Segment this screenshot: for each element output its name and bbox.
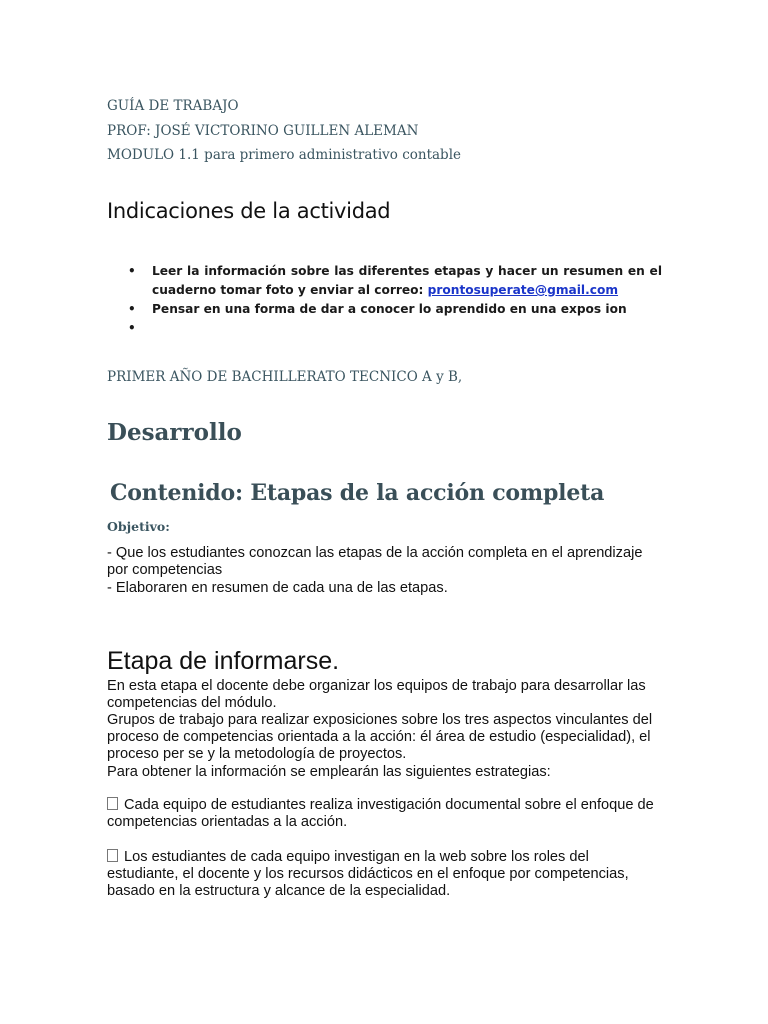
bullet-icon: •	[128, 321, 136, 335]
list-item	[128, 262, 662, 300]
bullet-text: Pensar en una forma de dar a conocer lo aprendido en una expos ion	[152, 302, 627, 316]
bullet-icon: •	[128, 264, 136, 278]
etapa-paragraph-2: Grupos de trabajo para realizar exposiciones sobre los tres aspectos vinculantes del proceso de competencias orientada a la acción: él área de estudio (especialidad), el proceso per se y la metodología de proyectos.	[107, 712, 653, 762]
checkbox-square-icon	[107, 797, 118, 810]
objetivo-label: Objetivo:	[107, 519, 170, 534]
list-item	[128, 319, 662, 338]
etapa-heading: Etapa de informarse.	[107, 647, 340, 675]
grade-line: PRIMER AÑO DE BACHILLERATO TECNICO A y B,	[107, 369, 463, 385]
bullet-icon: •	[128, 302, 136, 316]
indicaciones-heading: Indicaciones de la actividad	[107, 199, 391, 223]
objetivo-line-2: - Elaboraren en resumen de cada una de las etapas.	[107, 580, 448, 596]
etapa-paragraph-1: En esta etapa el docente debe organizar los equipos de trabajo para desarrollar las competencias del módulo.	[107, 678, 646, 711]
etapa-paragraph-3: Para obtener la información se emplearán las siguientes estrategias:	[107, 764, 551, 780]
professor-line: PROF: JOSÉ VICTORINO GUILLEN ALEMAN	[107, 123, 419, 139]
strategy-text: Cada equipo de estudiantes realiza investigación documental sobre el enfoque de competencias orientadas a la acción.	[107, 797, 654, 830]
module-line: MODULO 1.1 para primero administrativo contable	[107, 147, 462, 163]
desarrollo-heading: Desarrollo	[107, 419, 242, 446]
list-item	[128, 300, 662, 319]
strategy-item	[107, 849, 659, 900]
bullet-text: Leer la información sobre las diferentes etapas y hacer un resumen en el cuaderno tomar foto y enviar al correo:	[152, 264, 662, 297]
strategy-item	[107, 797, 657, 831]
strategy-text: Los estudiantes de cada equipo investigan en la web sobre los roles del estudiante, el docente y los recursos didácticos en el enfoque por competencias, basado en la estructura y alcance de la especialidad.	[107, 849, 629, 899]
guide-title: GUÍA DE TRABAJO	[107, 98, 239, 114]
contenido-heading: Contenido: Etapas de la acción completa	[110, 480, 605, 506]
checkbox-square-icon	[107, 849, 118, 862]
objetivo-line-1: - Que los estudiantes conozcan las etapas de la acción completa en el aprendizaje por competencias	[107, 545, 643, 578]
email-link[interactable]: prontosuperate@gmail.com	[427, 283, 619, 297]
indicaciones-list	[128, 262, 662, 338]
